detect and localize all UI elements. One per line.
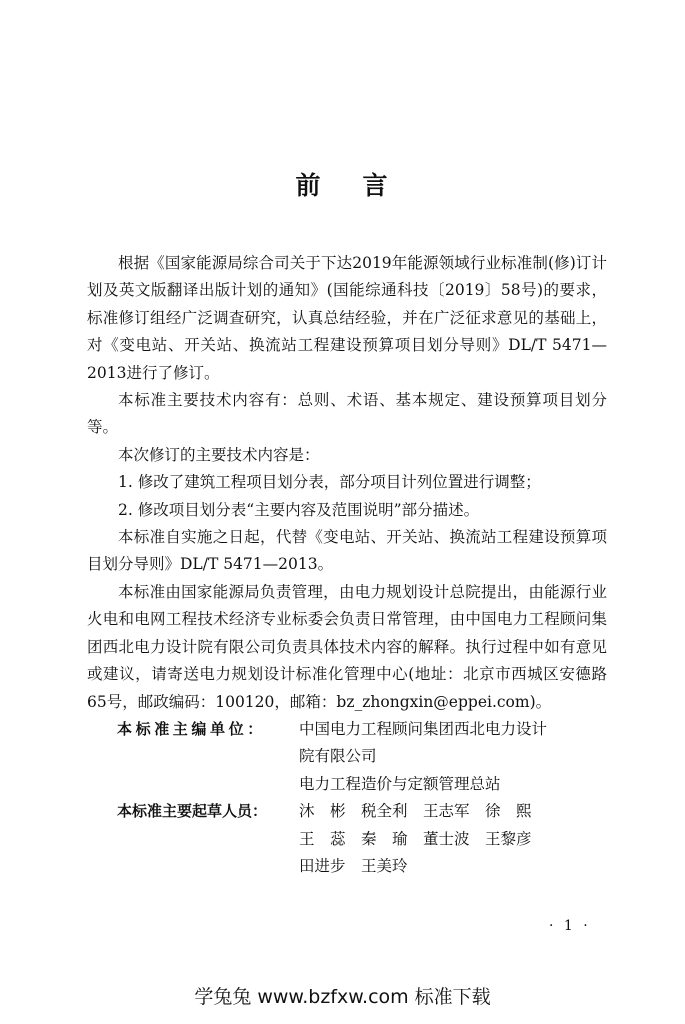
title-char-1: 前 — [295, 171, 323, 200]
drafters-names — [299, 798, 607, 880]
drafters-line: 田进步 王美玲 — [299, 856, 408, 875]
chief-editor-units — [299, 716, 607, 798]
drafters-line: 沐 彬 税全利 王志军 徐 熙 — [299, 802, 532, 821]
page-title — [0, 166, 685, 202]
chief-editor-label: 本标准主编单位： — [117, 719, 266, 738]
revision-item-1: 1. 修改了建筑工程项目划分表，部分项目计列位置进行调整； — [118, 473, 541, 492]
revision-item-2: 2. 修改项目划分表“主要内容及范围说明”部分描述。 — [118, 500, 480, 519]
footer-watermark: 学兔兔 www.bzfxw.com 标准下载 — [194, 986, 491, 1008]
paragraph-main-content: 本标准主要技术内容有：总则、术语、基本规定、建设预算项目划分等。 — [87, 391, 607, 437]
drafters-block — [87, 798, 607, 880]
drafters-line: 王 蕊 秦 瑜 董士波 王黎彦 — [299, 829, 532, 848]
paragraph-revision-basis: 根据《国家能源局综合司关于下达2019年能源领域行业标准制(修)订计划及英文版翻译出版计划的通知》(国能综通科技〔2019〕58号)的要求，标准修订组经广泛调查研究，认真总结经验，并在广泛征求意见的基础上，对《变电站、开关站、换流站工程建设预算项目划分导则》DL/T 5471—2013进行了修订。 — [87, 254, 607, 382]
page-number: · 1 · — [549, 918, 591, 934]
chief-editor-unit: 院有限公司 — [299, 747, 377, 766]
title-char-2: 言 — [362, 171, 390, 200]
paragraph-management: 本标准由国家能源局负责管理，由电力规划设计总院提出，由能源行业火电和电网工程技术经济专业标委会负责日常管理，由中国电力工程顾问集团西北电力设计院有限公司负责具体技术内容的解释。执行过程中如有意见或建议，请寄送电力规划设计标准化管理中心(地址：北京市西城区安德路65号，邮政编码：100120，邮箱：bz_zhongxin@eppei.com)。 — [87, 582, 607, 711]
chief-editor-block — [87, 716, 607, 798]
chief-editor-unit: 电力工程造价与定额管理总站 — [299, 774, 501, 793]
drafters-label: 本标准主要起草人员： — [117, 802, 268, 821]
paragraph-revision-intro: 本次修订的主要技术内容是： — [118, 445, 320, 464]
chief-editor-unit: 中国电力工程顾问集团西北电力设计 — [299, 719, 548, 738]
paragraph-replacement: 本标准自实施之日起，代替《变电站、开关站、换流站工程建设预算项目划分导则》DL/T 5471—2013。 — [87, 528, 607, 574]
preface-body — [87, 250, 607, 880]
